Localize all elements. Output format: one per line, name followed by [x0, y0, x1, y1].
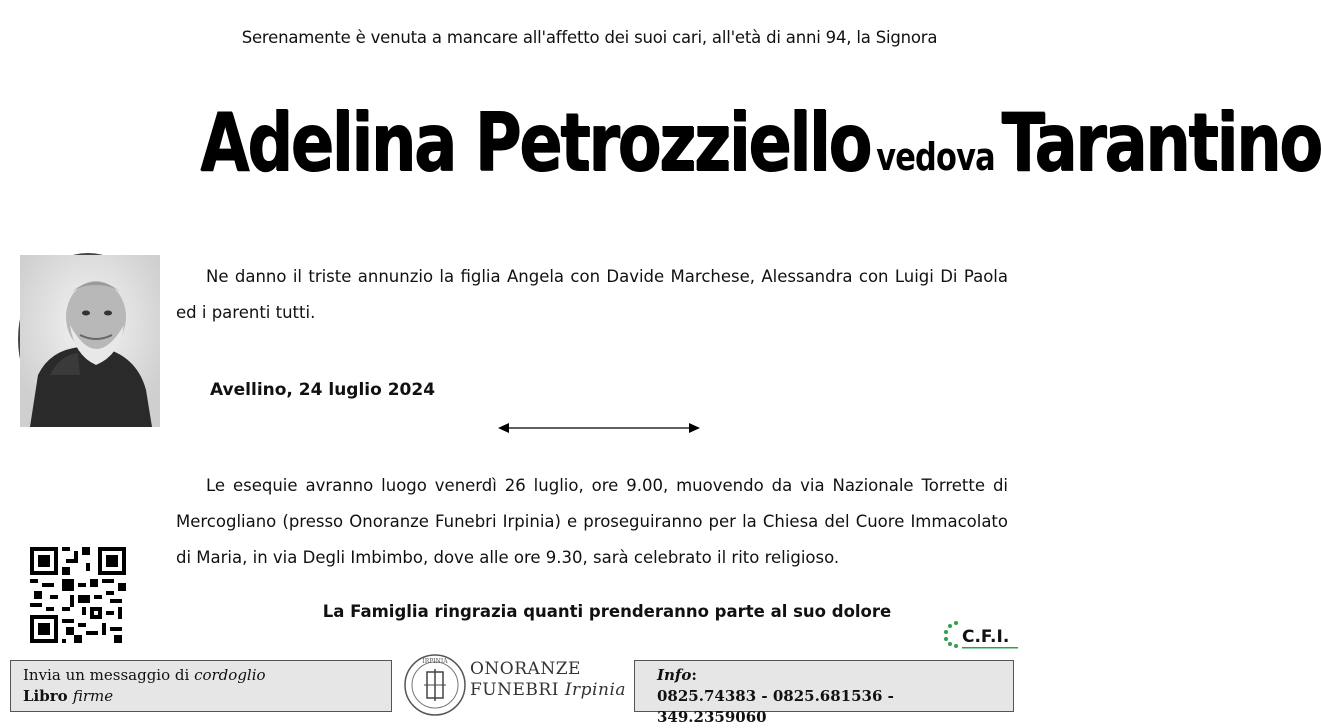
guestbook-line[interactable]	[23, 686, 379, 707]
place-date: Avellino, 24 luglio 2024	[210, 380, 436, 400]
logo-line2: FUNEBRI Irpinia	[470, 680, 627, 700]
intro-text: Serenamente è venuta a mancare all'affetto dei suoi cari, all'età di anni 94, la Signora	[241, 28, 938, 47]
info-label: Info	[657, 666, 692, 684]
condolence-box[interactable]	[10, 660, 392, 712]
deceased-connector: vedova	[876, 135, 995, 179]
info-phones[interactable]: 0825.74383 - 0825.681536 - 349.2359060	[657, 687, 894, 726]
condolence-line[interactable]	[23, 665, 379, 686]
cfi-badge-text: C.F.I.	[962, 627, 1010, 647]
double-arrow-icon	[498, 420, 700, 436]
cfi-badge-icon	[940, 618, 1022, 654]
funeral-paragraph: Le esequie avranno luogo venerdì 26 luglio, ore 9.00, muovendo da via Nazionale Torrette di Mercogliano (presso Onoranze Funebri Irpinia) e proseguiranno per la Chiesa del Cuore Immacolato di Maria, in via Degli Imbimbo, dove alle ore 9.30, sarà celebrato il rito religioso.	[176, 476, 1008, 567]
deceased-first-name: Adelina Petrozziello	[200, 96, 870, 189]
announcement-paragraph: Ne danno il triste annunzio la figlia Angela con Davide Marchese, Alessandra con Luigi Di Paola ed i parenti tutti.	[176, 267, 1008, 322]
seal-icon	[402, 652, 468, 718]
seal-text: IRPINIA	[422, 658, 448, 665]
deceased-last-name: Tarantino	[1001, 96, 1321, 189]
portrait-icon	[18, 253, 158, 425]
thanks-line: La Famiglia ringrazia quanti prenderanno parte al suo dolore	[322, 602, 892, 621]
deceased-name	[200, 96, 1321, 189]
info-box	[634, 660, 1014, 726]
condolence-prefix: Invia un messaggio di	[23, 666, 195, 684]
guestbook-italic: firme	[72, 687, 114, 705]
funeral-home-name	[470, 659, 626, 701]
logo-line1: ONORANZE	[470, 659, 581, 679]
guestbook-label: Libro	[23, 687, 73, 705]
info-label-row: Info:	[657, 666, 697, 684]
condolence-italic: cordoglio	[194, 666, 266, 684]
qr-code-icon[interactable]	[30, 547, 126, 643]
